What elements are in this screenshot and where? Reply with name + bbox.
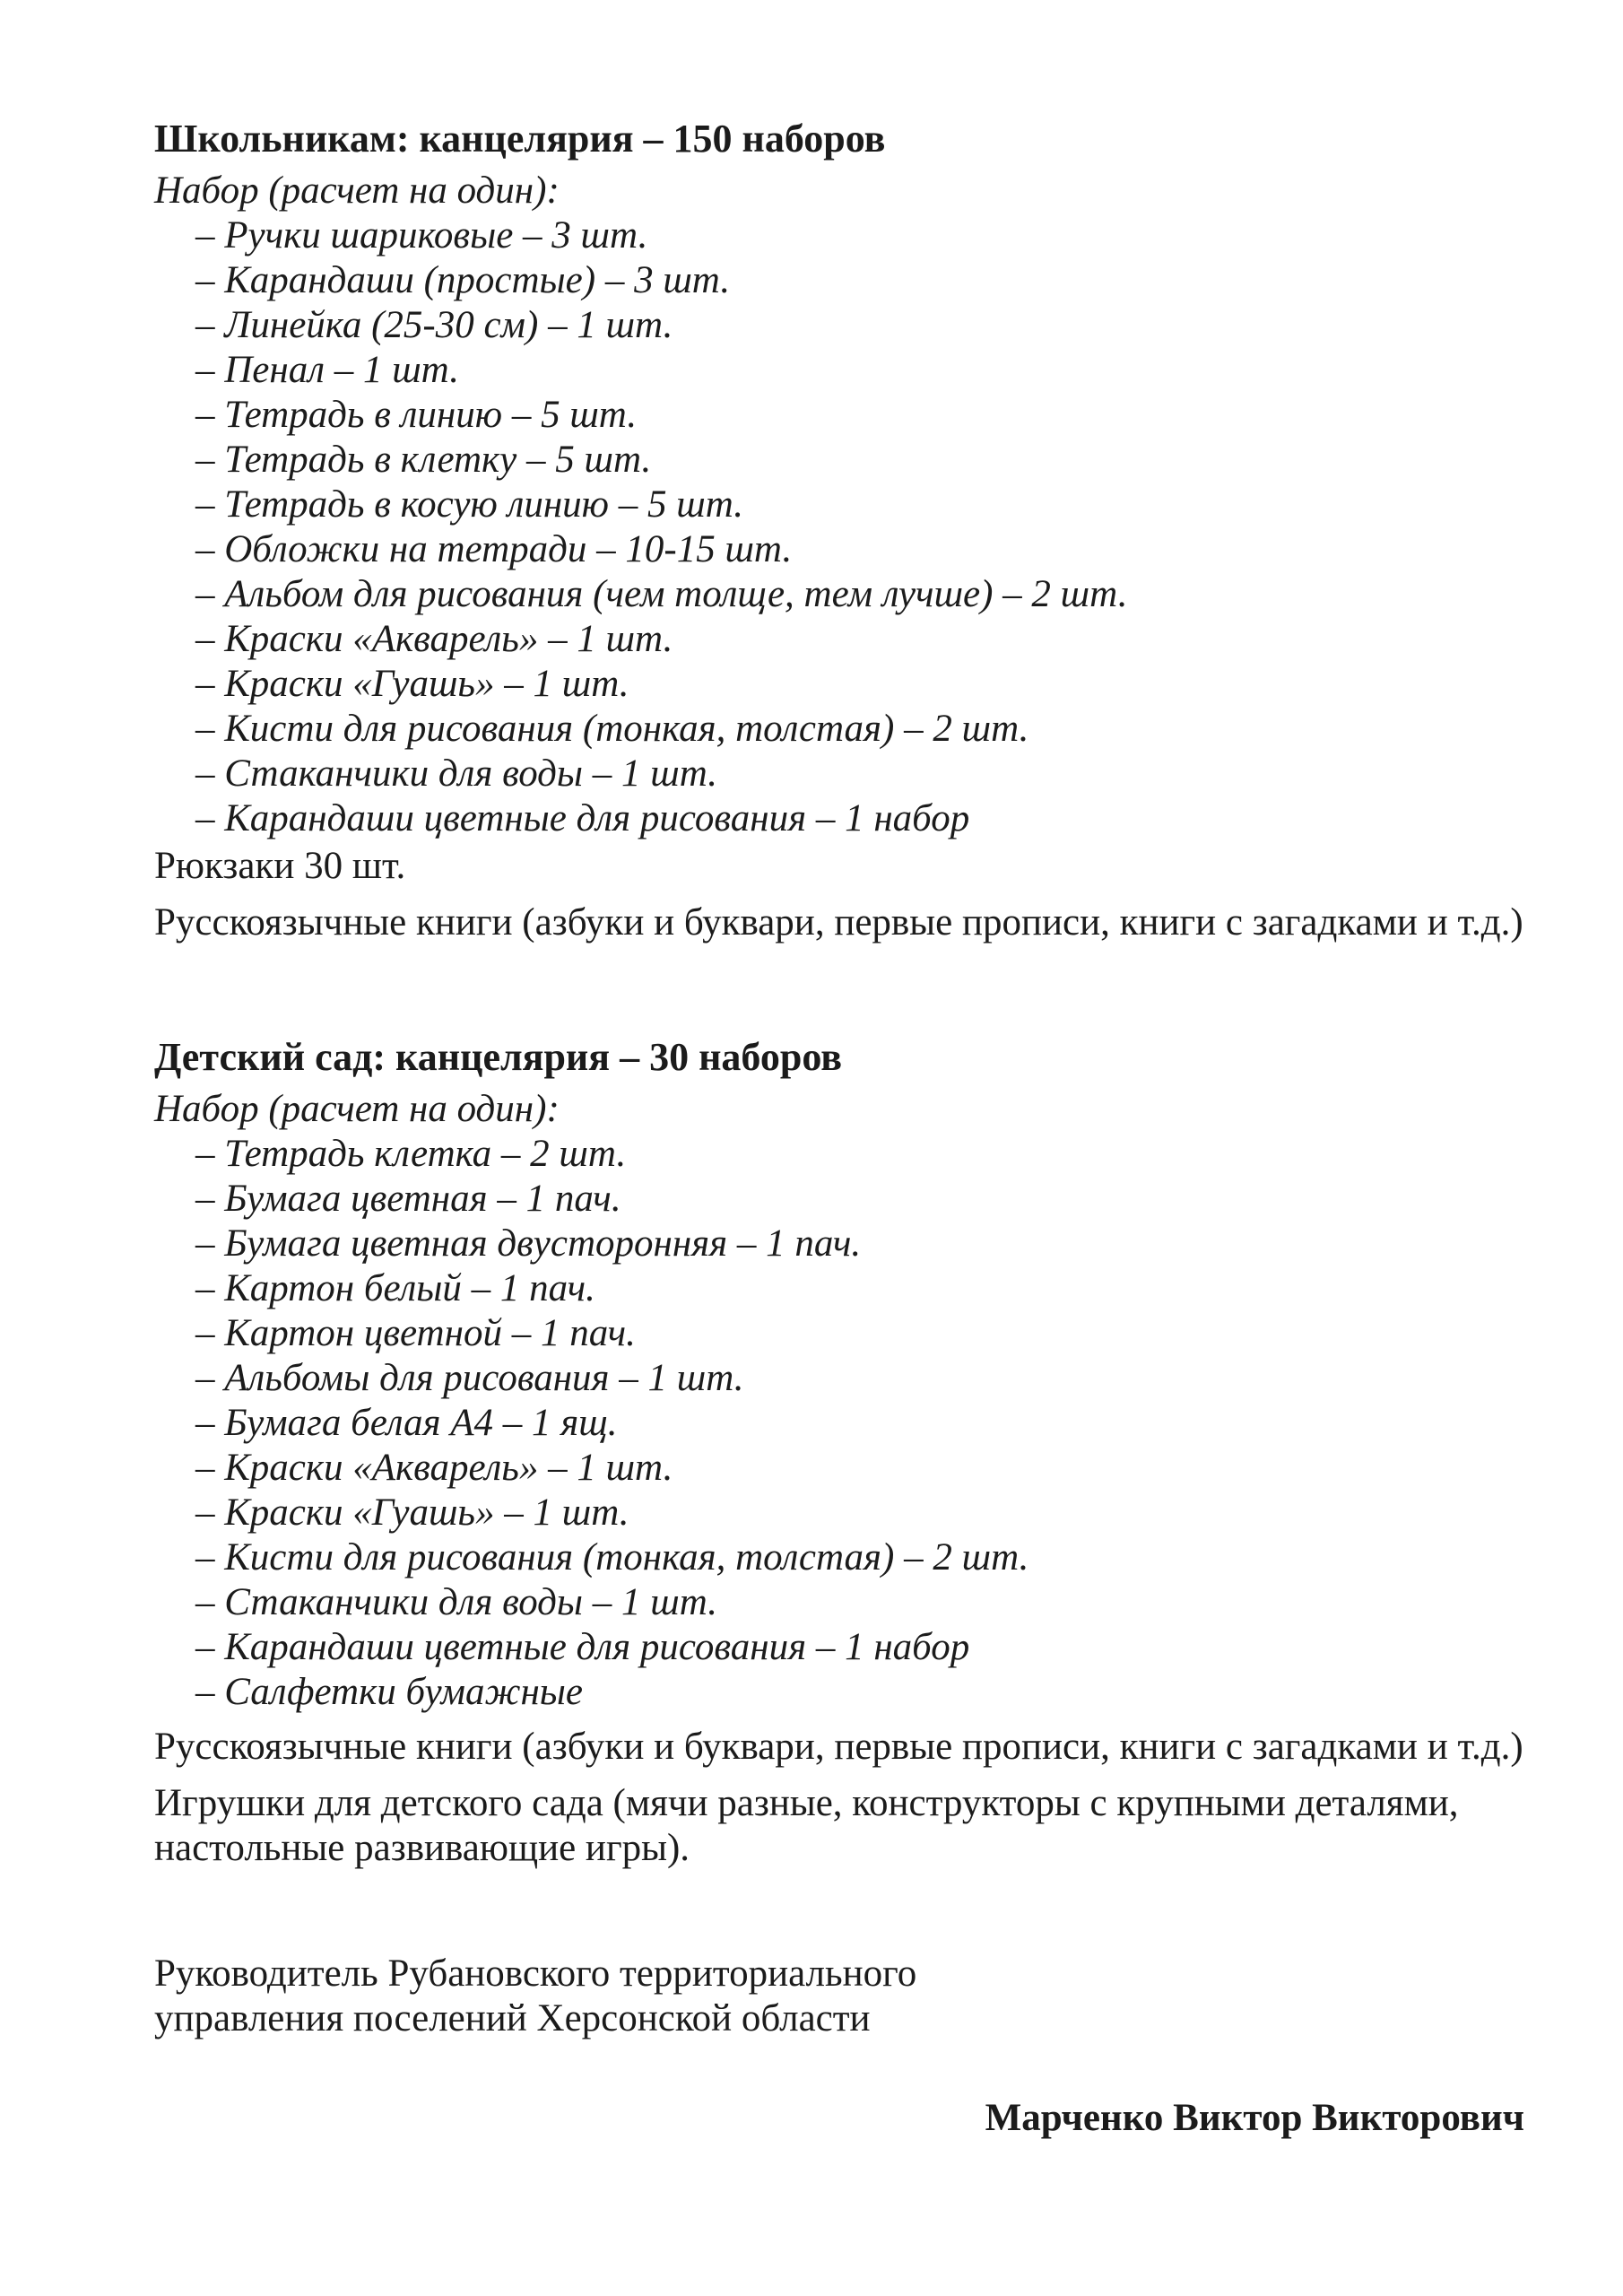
list-item: – Карандаши цветные для рисования – 1 набор [195,1626,970,1668]
signature-block [154,1952,1524,2141]
list-item: – Краски «Акварель» – 1 шт. [195,618,673,660]
list-item: – Карандаши цветные для рисования – 1 набор [195,797,970,839]
list-item: – Бумага цветная двусторонняя – 1 пач. [195,1222,862,1265]
list-item: – Краски «Гуашь» – 1 шт. [195,663,629,705]
signature-name: Марченко Виктор Викторович [985,2097,1524,2139]
list-item: – Салфетки бумажные [195,1671,584,1713]
list-item: – Карандаши (простые) – 3 шт. [195,259,731,301]
list-item: – Картон белый – 1 пач. [195,1267,595,1309]
list-item: – Обложки на тетради – 10-15 шт. [195,528,793,570]
list-item: – Кисти для рисования (тонкая, толстая) – 2 шт. [195,708,1029,750]
list-item: – Кисти для рисования (тонкая, толстая) – 2 шт. [195,1536,1029,1578]
supply-list-schoolchildren [154,213,1524,841]
paragraph-russian-books: Русскоязычные книги (азбуки и буквари, первые прописи, книги с загадками и т.д.) [154,901,1523,944]
paragraph-backpacks: Рюкзаки 30 шт. [154,845,406,887]
section-heading-schoolchildren: Школьникам: канцелярия – 150 наборов [154,117,886,161]
signature-title-line: Руководитель Рубановского территориального [154,1952,917,1995]
paragraph-russian-books: Русскоязычные книги (азбуки и буквари, первые прописи, книги с загадками и т.д.) [154,1726,1523,1768]
list-item: – Альбом для рисования (чем толще, тем лучше) – 2 шт. [195,573,1128,615]
set-intro: Набор (расчет на один): [154,170,560,212]
list-item: – Линейка (25-30 см) – 1 шт. [195,304,673,346]
list-item: – Краски «Акварель» – 1 шт. [195,1447,673,1489]
list-item: – Альбомы для рисования – 1 шт. [195,1357,744,1399]
list-item: – Краски «Гуашь» – 1 шт. [195,1492,629,1534]
list-item: – Картон цветной – 1 пач. [195,1312,636,1354]
list-item: – Тетрадь в линию – 5 шт. [195,394,638,436]
section-kindergarten [154,1035,1524,1871]
list-item: – Стаканчики для воды – 1 шт. [195,752,718,795]
supply-list-kindergarten [154,1132,1524,1715]
list-item: – Бумага белая А4 – 1 ящ. [195,1402,618,1444]
section-schoolchildren [154,117,1524,945]
section-heading-kindergarten: Детский сад: канцелярия – 30 наборов [154,1035,842,1079]
list-item: – Пенал – 1 шт. [195,349,460,391]
paragraph-toys: Игрушки для детского сада (мячи разные, конструкторы с крупными деталями, настольные развивающие игры). [154,1782,1459,1869]
list-item: – Бумага цветная – 1 пач. [195,1178,621,1220]
list-item: – Тетрадь в клетку – 5 шт. [195,439,652,481]
set-intro: Набор (расчет на один): [154,1088,560,1130]
signature-title-line: управления поселений Херсонской области [154,1997,871,2039]
list-item: – Ручки шариковые – 3 шт. [195,214,648,257]
signature-title [154,1952,1524,2041]
list-item: – Тетрадь в косую линию – 5 шт. [195,483,744,526]
list-item: – Тетрадь клетка – 2 шт. [195,1133,627,1175]
list-item: – Стаканчики для воды – 1 шт. [195,1581,718,1623]
